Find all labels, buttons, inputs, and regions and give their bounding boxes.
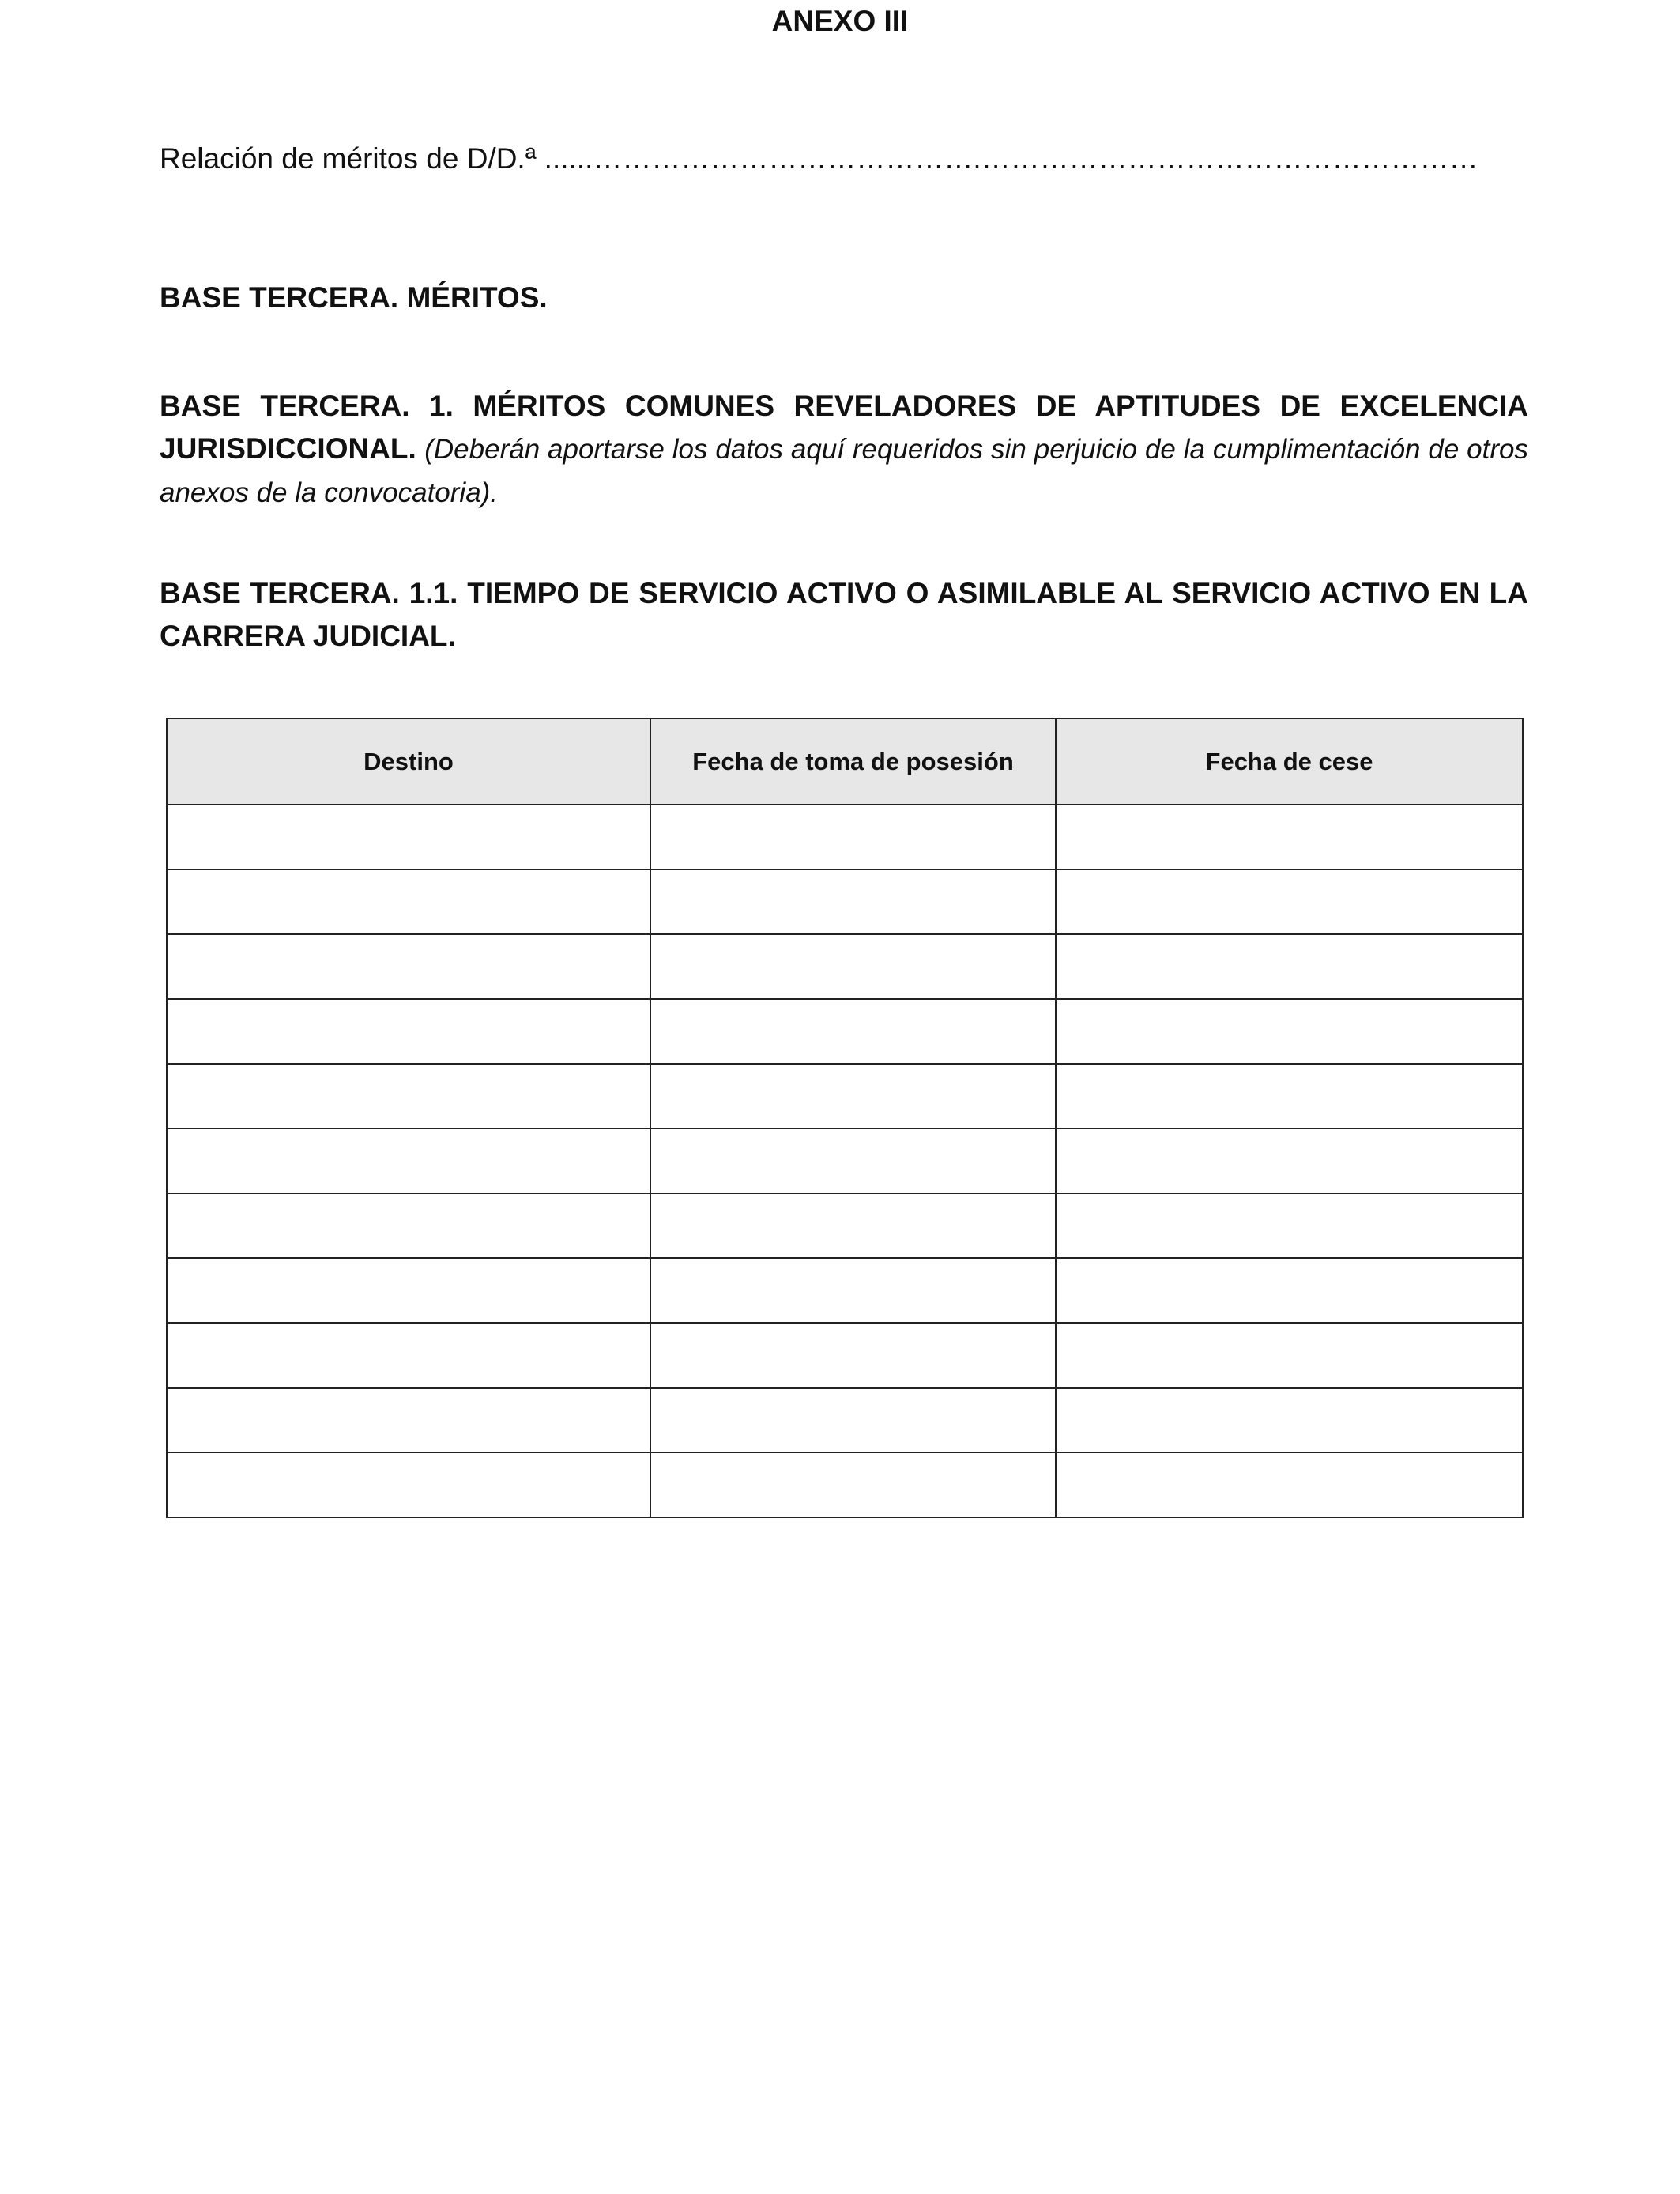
table-row	[167, 1388, 1523, 1453]
fecha-toma-posesion-cell[interactable]	[650, 1193, 1056, 1258]
table-row	[167, 1453, 1523, 1517]
fecha-toma-posesion-cell[interactable]	[650, 934, 1056, 999]
heading-base-tercera-1-note: (Deberán aportarse los datos aquí requeridos sin perjuicio de la cumplimentación de otros anexos de la convocatoria).	[160, 434, 1528, 508]
destino-cell[interactable]	[167, 1064, 650, 1129]
table-row	[167, 1129, 1523, 1193]
heading-base-tercera-1	[160, 385, 1528, 515]
column-header-fecha-toma-posesion: Fecha de toma de posesión	[650, 718, 1056, 805]
fecha-cese-cell[interactable]	[1056, 1129, 1523, 1193]
destino-cell[interactable]	[167, 1323, 650, 1388]
relation-line: Relación de méritos de D/D.ª ......………………………………….……………………………………………	[160, 142, 1478, 175]
fecha-cese-cell[interactable]	[1056, 934, 1523, 999]
fecha-toma-posesion-cell[interactable]	[650, 1453, 1056, 1517]
table-body	[167, 805, 1523, 1517]
fecha-cese-cell[interactable]	[1056, 1258, 1523, 1323]
heading-base-tercera: BASE TERCERA. MÉRITOS.	[160, 281, 548, 314]
destino-cell[interactable]	[167, 869, 650, 934]
destino-cell[interactable]	[167, 805, 650, 869]
fecha-toma-posesion-cell[interactable]	[650, 1064, 1056, 1129]
fecha-toma-posesion-cell[interactable]	[650, 1258, 1056, 1323]
heading-base-tercera-1-1: BASE TERCERA. 1.1. TIEMPO DE SERVICIO ACTIVO O ASIMILABLE AL SERVICIO ACTIVO EN LA CARRERA JUDICIAL.	[160, 577, 1528, 652]
table-header-row	[167, 718, 1523, 805]
fecha-toma-posesion-cell[interactable]	[650, 1323, 1056, 1388]
table-row	[167, 1258, 1523, 1323]
fecha-toma-posesion-cell[interactable]	[650, 1129, 1056, 1193]
heading-base-tercera-1-title: BASE TERCERA. 1. MÉRITOS COMUNES REVELADORES DE APTITUDES DE EXCELENCIA JURISDICCIONAL.	[160, 390, 1528, 465]
table-row	[167, 1193, 1523, 1258]
fecha-cese-cell[interactable]	[1056, 869, 1523, 934]
fecha-toma-posesion-cell[interactable]	[650, 999, 1056, 1064]
page-title: ANEXO III	[771, 5, 909, 37]
fecha-toma-posesion-cell[interactable]	[650, 1388, 1056, 1453]
fecha-cese-cell[interactable]	[1056, 999, 1523, 1064]
fecha-toma-posesion-cell[interactable]	[650, 805, 1056, 869]
table-row	[167, 869, 1523, 934]
destino-cell[interactable]	[167, 1453, 650, 1517]
column-header-fecha-cese: Fecha de cese	[1056, 718, 1523, 805]
fecha-toma-posesion-cell[interactable]	[650, 869, 1056, 934]
table-row	[167, 805, 1523, 869]
fecha-cese-cell[interactable]	[1056, 1388, 1523, 1453]
destino-cell[interactable]	[167, 934, 650, 999]
table-row	[167, 934, 1523, 999]
destino-cell[interactable]	[167, 999, 650, 1064]
column-header-destino: Destino	[167, 718, 650, 805]
service-time-table	[166, 718, 1524, 1518]
destino-cell[interactable]	[167, 1388, 650, 1453]
destino-cell[interactable]	[167, 1193, 650, 1258]
table-row	[167, 1064, 1523, 1129]
table-row	[167, 999, 1523, 1064]
destino-cell[interactable]	[167, 1258, 650, 1323]
destino-cell[interactable]	[167, 1129, 650, 1193]
fecha-cese-cell[interactable]	[1056, 805, 1523, 869]
fecha-cese-cell[interactable]	[1056, 1193, 1523, 1258]
fecha-cese-cell[interactable]	[1056, 1064, 1523, 1129]
fecha-cese-cell[interactable]	[1056, 1323, 1523, 1388]
fecha-cese-cell[interactable]	[1056, 1453, 1523, 1517]
table-row	[167, 1323, 1523, 1388]
